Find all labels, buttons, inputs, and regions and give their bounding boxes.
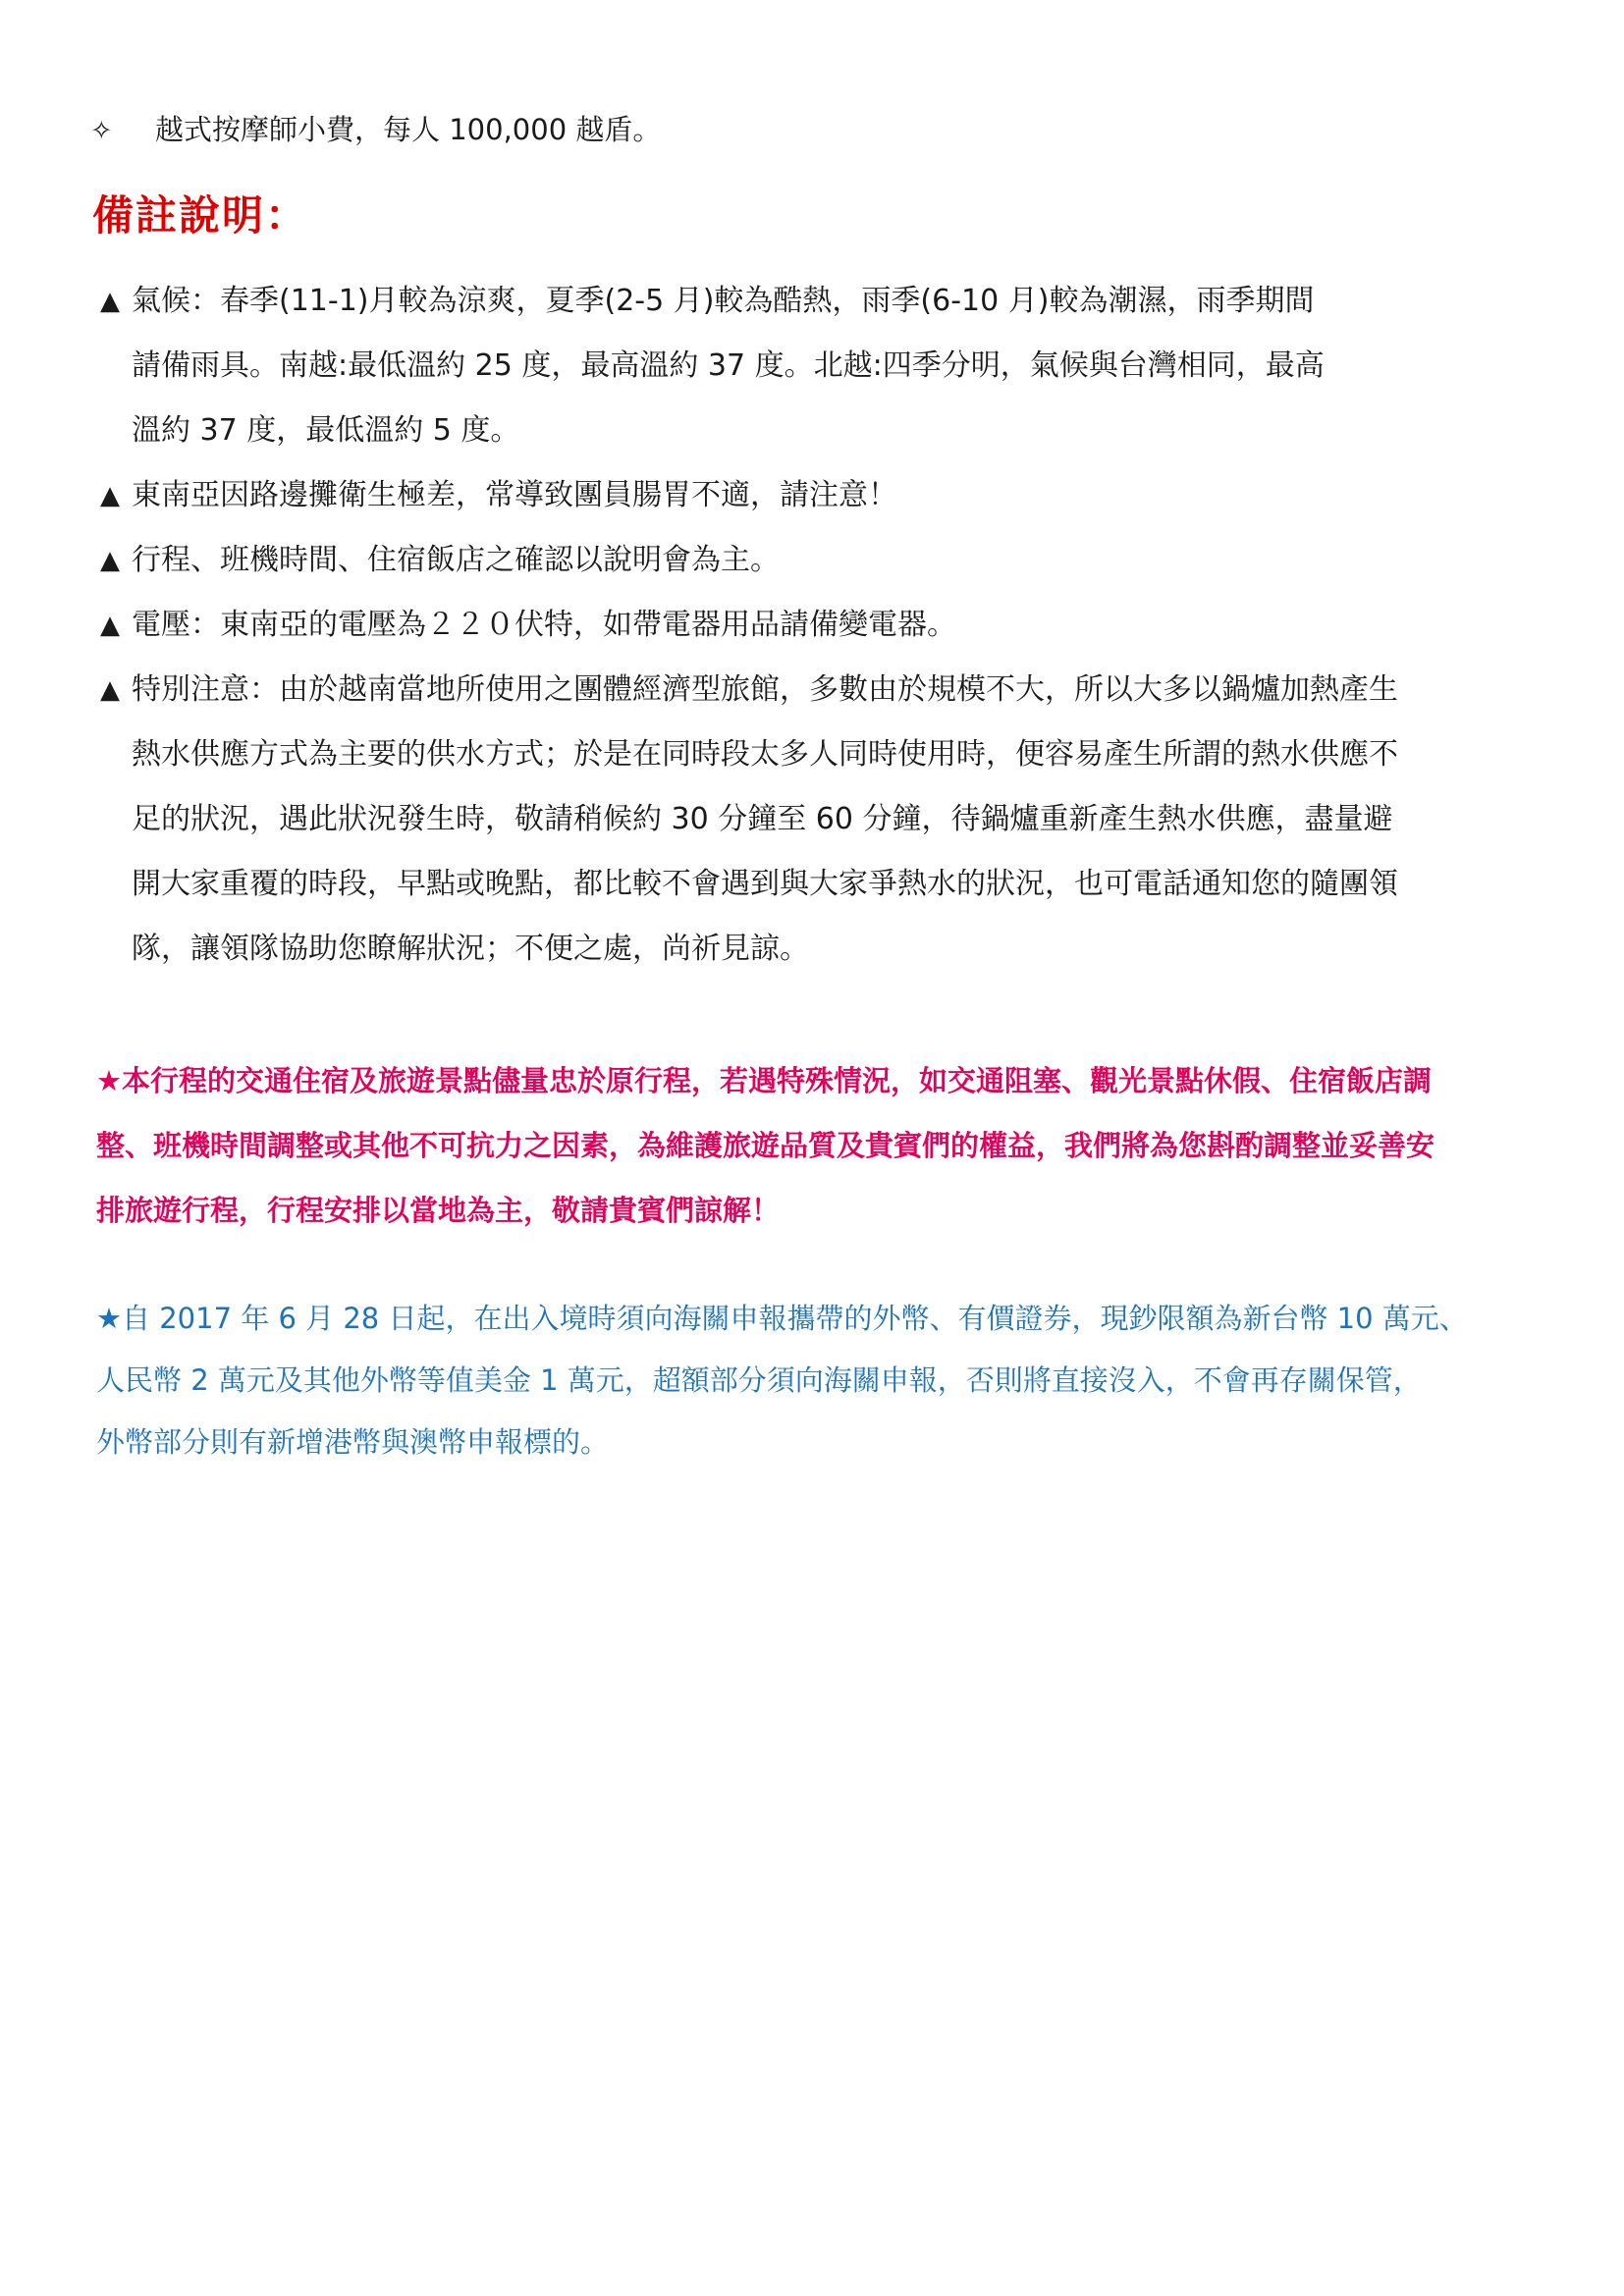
note-hygiene-text: 東南亞因路邊攤衛生極差，常導致團員腸胃不適，請注意！ — [132, 478, 897, 512]
currency-declaration-notice-line-3: 外幣部分則有新增港幣與澳幣申報標的。 — [96, 1425, 610, 1459]
note-hot-water-line-3: 足的狀況，遇此狀況發生時，敬請稍候約 30 分鐘至 60 分鐘，待鍋爐重新產生熱水供應，盡量避 — [132, 802, 1393, 836]
triangle-bullet-icon: ▲ — [100, 481, 120, 510]
note-weather-line-1: 氣候：春季(11-1)月較為涼爽，夏季(2-5 月)較為酷熱，雨季(6-10 月)較為潮濕，雨季期間 — [132, 284, 1315, 318]
triangle-bullet-icon: ▲ — [100, 611, 120, 640]
note-weather-line-2: 請備雨具。南越:最低溫約 25 度，最高溫約 37 度。北越:四季分明，氣候與台灣相同，最高 — [132, 348, 1325, 383]
massage-tip-text: 越式按摩師小費，每人 100,000 越盾。 — [155, 113, 662, 146]
note-hot-water-line-4: 開大家重覆的時段，早點或晚點，都比較不會遇到與大家爭熱水的狀況，也可電話通知您的隨團領 — [132, 867, 1398, 901]
note-hot-water-line-2: 熱水供應方式為主要的供水方式；於是在同時段太多人同時使用時，便容易產生所謂的熱水供應不 — [132, 737, 1398, 772]
currency-declaration-notice-line-1: ★自 2017 年 6 月 28 日起，在出入境時須向海關申報攜帶的外幣、有價證券，現鈔限額為新台幣 10 萬元、 — [96, 1302, 1468, 1335]
itinerary-change-notice — [96, 1048, 1540, 1243]
note-voltage — [98, 593, 1542, 658]
note-hot-water — [98, 658, 1542, 982]
remarks-list — [98, 269, 1542, 982]
note-hot-water-line-5: 隊，讓領隊協助您瞭解狀況；不便之處，尚祈見諒。 — [132, 932, 809, 966]
note-weather-line-3: 溫約 37 度，最低溫約 5 度。 — [132, 413, 520, 448]
note-voltage-text: 電壓：東南亞的電壓為２２０伏特，如帶電器用品請備變電器。 — [132, 608, 956, 642]
triangle-bullet-icon: ▲ — [100, 675, 120, 705]
currency-declaration-notice-line-2: 人民幣 2 萬元及其他外幣等值美金 1 萬元，超額部分須向海關申報，否則將直接沒入，不會再存關保管， — [96, 1363, 1422, 1397]
remarks-heading: 備註說明： — [92, 191, 309, 240]
itinerary-change-notice-line-1: ★本行程的交通住宿及旅遊景點儘量忠於原行程，若遇特殊情況，如交通阻塞、觀光景點休假、住宿飯店調 — [96, 1064, 1433, 1097]
triangle-bullet-icon: ▲ — [100, 287, 120, 316]
note-hot-water-line-1: 特別注意：由於越南當地所使用之團體經濟型旅館，多數由於規模不大，所以大多以鍋爐加熱產生 — [132, 672, 1398, 707]
itinerary-change-notice-line-3: 排旅遊行程，行程安排以當地為主，敬請貴賓們諒解！ — [96, 1194, 781, 1227]
triangle-bullet-icon: ▲ — [100, 546, 120, 575]
currency-declaration-notice — [96, 1288, 1547, 1473]
note-weather — [98, 269, 1542, 463]
note-itinerary — [98, 528, 1542, 593]
note-hygiene — [98, 463, 1542, 528]
massage-tip-line — [90, 110, 661, 151]
note-itinerary-text: 行程、班機時間、住宿飯店之確認以說明會為主。 — [132, 543, 780, 577]
itinerary-change-notice-line-2: 整、班機時間調整或其他不可抗力之因素，為維護旅遊品質及貴賓們的權益，我們將為您斟酌調整並妥善安 — [96, 1129, 1435, 1162]
diamond-bullet-icon: ✧ — [90, 116, 113, 146]
